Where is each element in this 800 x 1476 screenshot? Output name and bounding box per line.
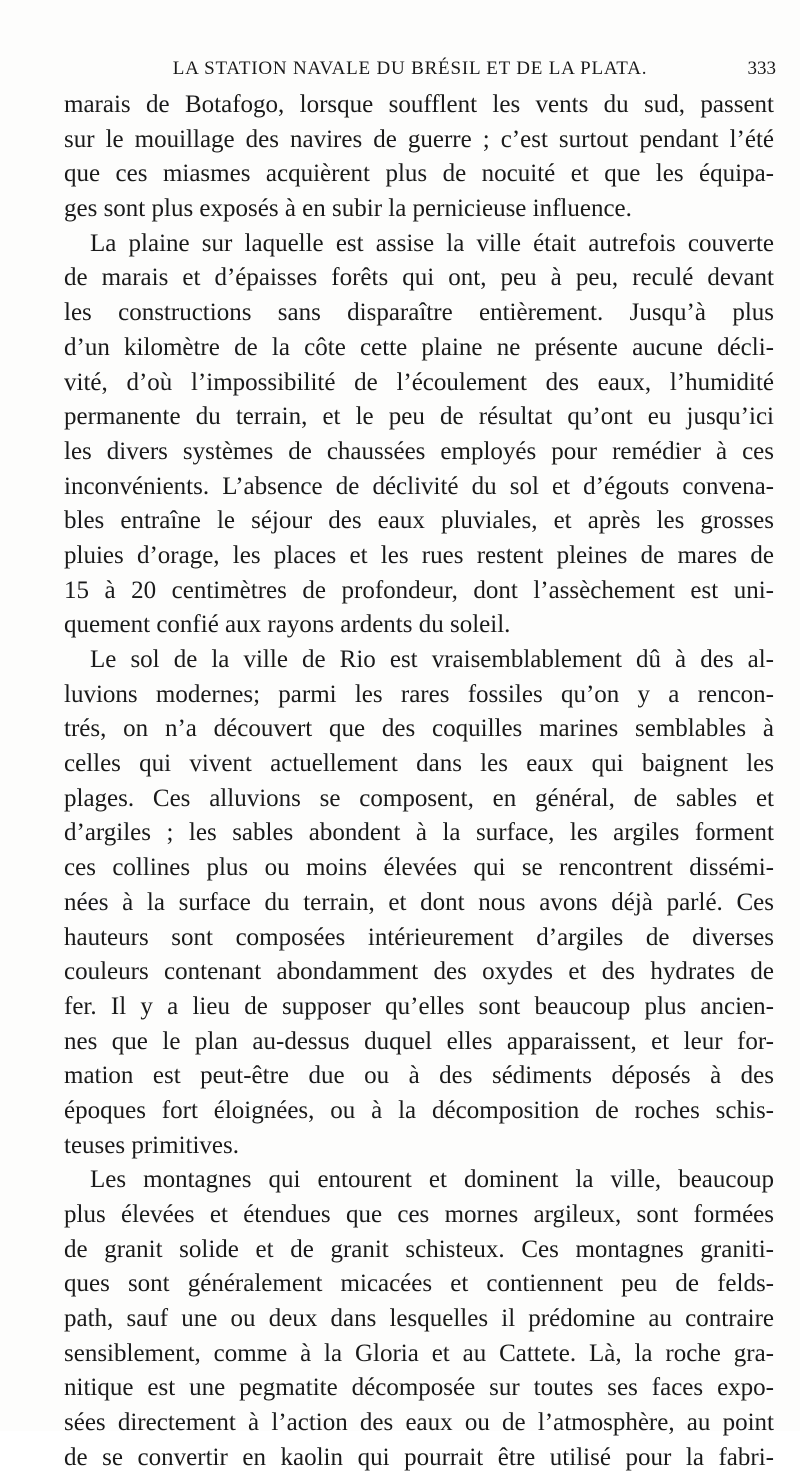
text-line: ces collines plus ou moins élevées qui se rencontrent dissémi- xyxy=(64,854,774,882)
text-line: sur le mouillage des navires de guerre ; c’est surtout pendant l’été xyxy=(64,125,774,153)
text-line: marais de Botafogo, lorsque soufflent les vents du sud, passent xyxy=(64,91,774,118)
text-line: couleurs contenant abondamment des oxydes et des hydrates de xyxy=(64,958,774,986)
text-line: ges sont plus exposés à en subir la pernicieuse influence. xyxy=(64,195,632,223)
text-line: nitique est une pegmatite décomposée sur toutes ses faces expo- xyxy=(64,1374,774,1402)
text-line: bles entraîne le séjour des eaux pluviales, et après les grosses xyxy=(64,507,774,535)
body-text xyxy=(64,88,774,1476)
text-line: ques sont généralement micacées et contiennent peu de felds- xyxy=(64,1270,774,1298)
text-line: 15 à 20 centimètres de profondeur, dont l’assèchement est uni- xyxy=(64,576,774,604)
text-line: de granit solide et de granit schisteux. Ces montagnes graniti- xyxy=(64,1235,774,1263)
text-line: La plaine sur laquelle est assise la ville était autrefois couverte xyxy=(90,229,774,257)
running-head xyxy=(60,58,780,86)
text-line: que ces miasmes acquièrent plus de nocuité et que les équipa- xyxy=(64,160,774,188)
text-line: hauteurs sont composées intérieurement d’argiles de diverses xyxy=(64,923,774,951)
text-line: luvions modernes; parmi les rares fossiles qu’on y a rencon- xyxy=(64,680,774,708)
text-line: de se convertir en kaolin qui pourrait être utilisé pour la fabri- xyxy=(64,1443,774,1471)
text-line: trés, on n’a découvert que des coquilles marines semblables à xyxy=(64,715,774,743)
text-line: d’argiles ; les sables abondent à la surface, les argiles forment xyxy=(64,819,774,847)
page-number: 333 xyxy=(747,58,776,79)
text-line: path, sauf une ou deux dans lesquelles il prédomine au contraire xyxy=(64,1305,774,1333)
text-line: Les montagnes qui entourent et dominent la ville, beaucoup xyxy=(90,1166,774,1194)
text-line: vité, d’où l’impossibilité de l’écoulement des eaux, l’humidité xyxy=(64,368,774,396)
text-line: teuses primitives. xyxy=(64,1131,239,1159)
text-line: sensiblement, comme à la Gloria et au Cattete. Là, la roche gra- xyxy=(64,1339,774,1367)
text-line: les divers systèmes de chaussées employés pour remédier à ces xyxy=(64,437,774,465)
text-line: mation est peut-être due ou à des sédiments déposés à des xyxy=(64,1062,774,1090)
text-line: inconvénients. L’absence de déclivité du sol et d’égouts convena- xyxy=(64,472,774,500)
text-line: quement confié aux rayons ardents du soleil. xyxy=(64,611,511,639)
text-line: nées à la surface du terrain, et dont nous avons déjà parlé. Ces xyxy=(64,888,774,916)
text-line: plages. Ces alluvions se composent, en général, de sables et xyxy=(64,784,774,812)
running-title: LA STATION NAVALE DU BRÉSIL ET DE LA PLATA. xyxy=(172,58,648,79)
text-line: celles qui vivent actuellement dans les eaux qui baignent les xyxy=(64,750,774,778)
text-line: nes que le plan au-dessus duquel elles apparaissent, et leur for- xyxy=(64,1027,774,1055)
text-line: plus élevées et étendues que ces mornes argileux, sont formées xyxy=(64,1201,774,1228)
text-line: de marais et d’épaisses forêts qui ont, peu à peu, reculé devant xyxy=(64,264,774,292)
text-line: fer. Il y a lieu de supposer qu’elles sont beaucoup plus ancien- xyxy=(64,992,774,1020)
text-line: époques fort éloignées, ou à la décomposition de roches schis- xyxy=(64,1096,774,1124)
text-line: Le sol de la ville de Rio est vraisemblablement dû à des al- xyxy=(90,646,774,673)
text-line: permanente du terrain, et le peu de résultat qu’ont eu jusqu’ici xyxy=(64,403,774,431)
text-line: les constructions sans disparaître entièrement. Jusqu’à plus xyxy=(64,299,774,327)
text-line: pluies d’orage, les places et les rues restent pleines de mares de xyxy=(64,541,774,569)
text-line: d’un kilomètre de la côte cette plaine ne présente aucune décli- xyxy=(64,333,774,361)
text-line: sées directement à l’action des eaux ou de l’atmosphère, au point xyxy=(64,1409,774,1437)
